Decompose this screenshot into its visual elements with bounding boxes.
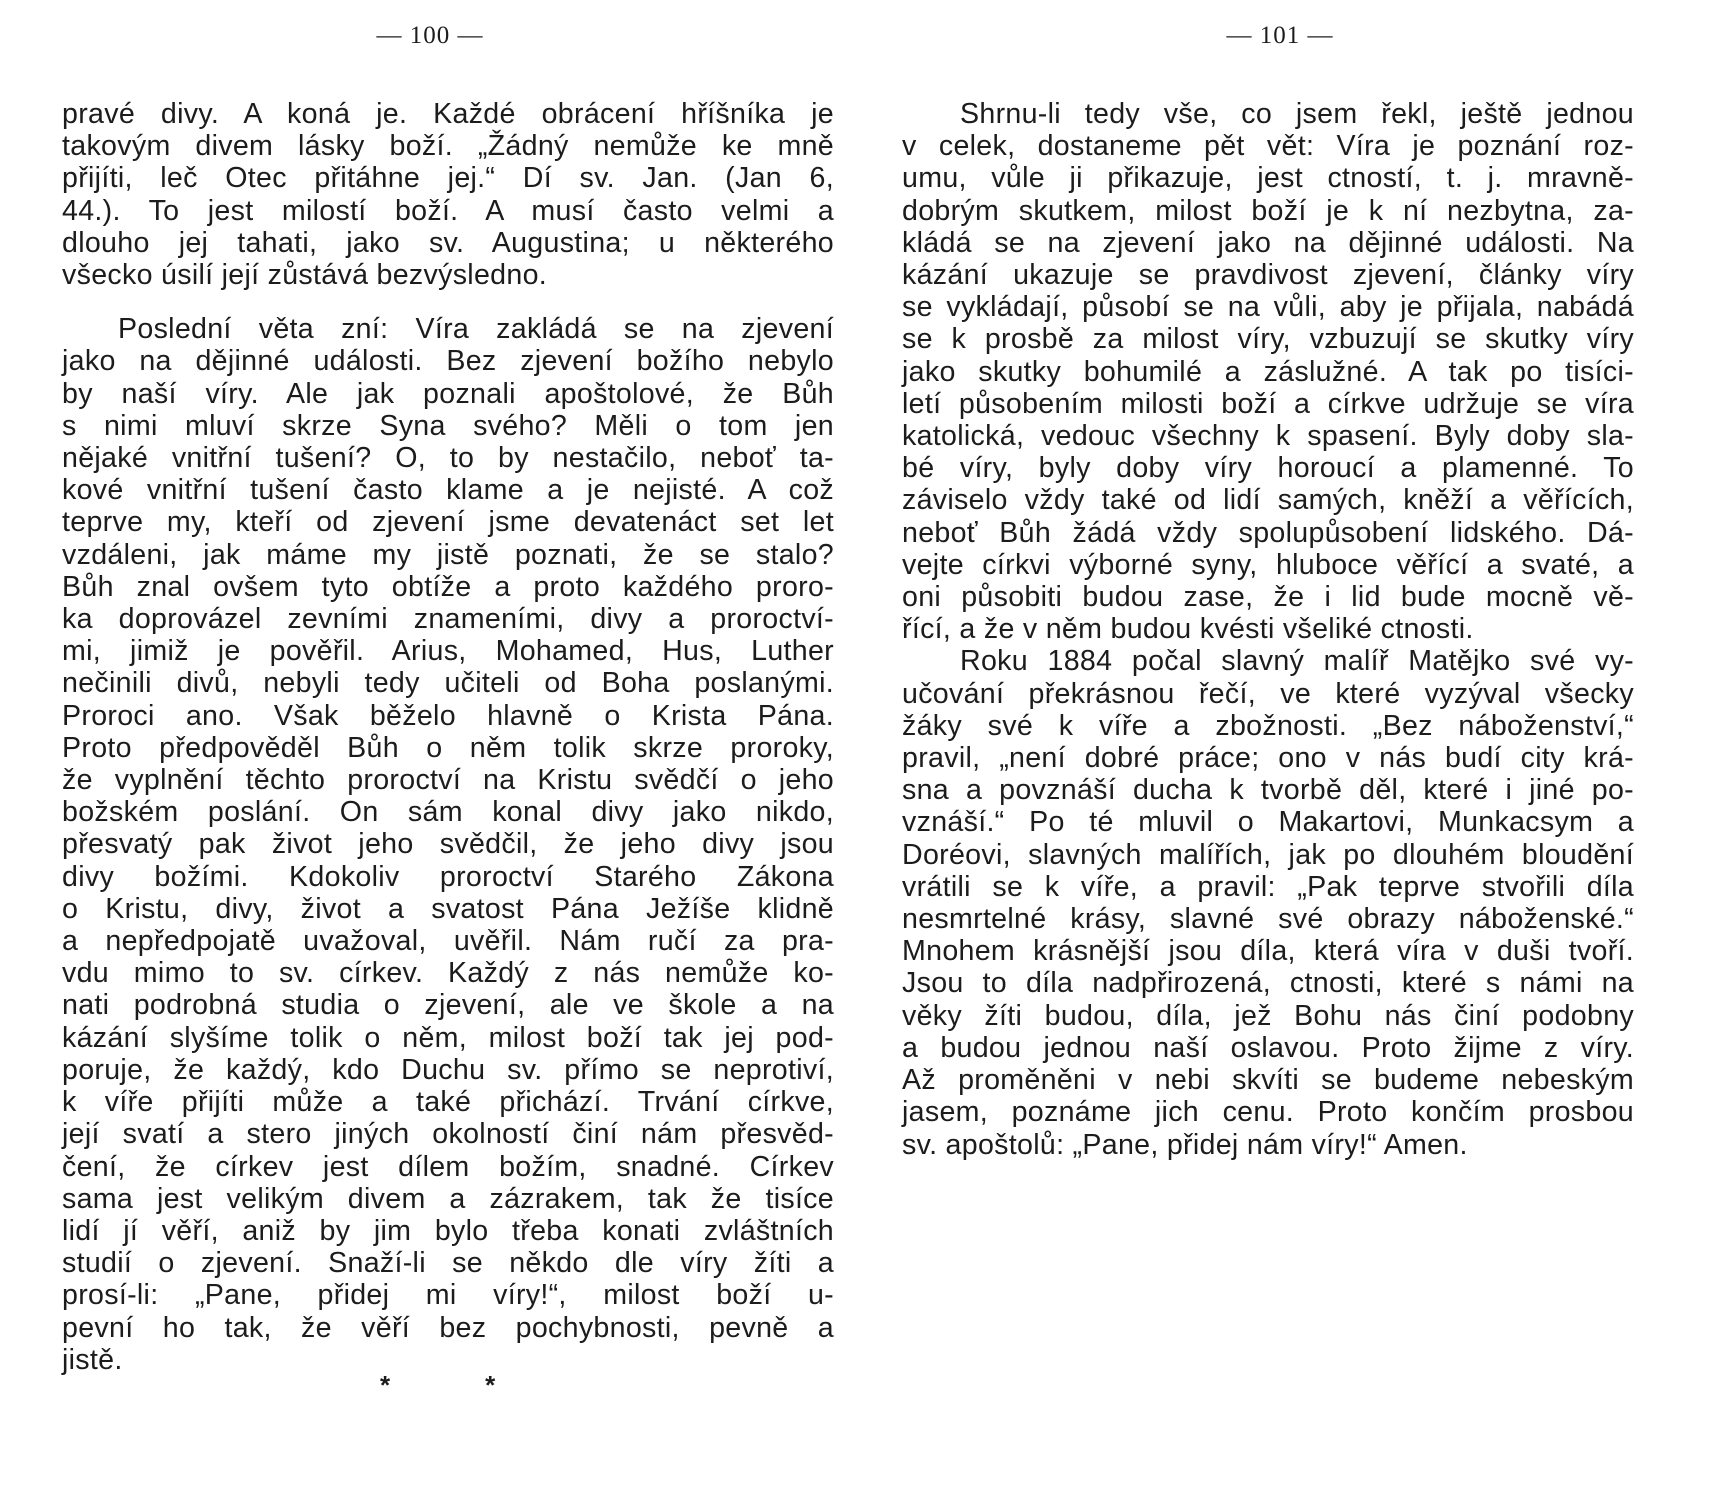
text-line: kládá se na zjevení jako na dějinné události. Na [902, 226, 1634, 259]
text-line: přijíti, leč Otec přitáhne jej.“ Dí sv. Jan. (Jan 6, [62, 162, 834, 195]
text-line: k víře přijíti může a také přichází. Trvání církve, [62, 1086, 834, 1119]
text-line: sna a povznáší ducha k tvorbě děl, které i jiné po- [902, 774, 1634, 807]
text-line: o Kristu, divy, život a svatost Pána Ježíše klidně [62, 892, 834, 925]
text-line: Proto předpověděl Bůh o něm tolik skrze proroky, [62, 731, 834, 764]
text-line: sama jest velikým divem a zázrakem, tak že tisíce [62, 1182, 834, 1215]
text-line: katolická, vedouc všechny k spasení. Byly doby sla- [902, 420, 1634, 453]
text-line: poruje, že každý, kdo Duchu sv. přímo se neprotiví, [62, 1053, 834, 1086]
page-number: — 100 — [376, 22, 484, 49]
text-line: se k prosbě za milost víry, vzbuzují se skutky víry [902, 323, 1634, 356]
text-line: všecko úsilí její zůstává bezvýsledno. [62, 259, 548, 292]
text-line: božském poslání. On sám konal divy jako nikdo, [62, 796, 834, 829]
text-line: vzdáleni, jak máme my jistě poznati, že se stalo? [62, 538, 834, 571]
asterisk: * [485, 1370, 496, 1400]
paragraph [62, 313, 834, 1376]
text-line: Až proměněni v nebi skvíti se budeme nebeským [902, 1064, 1634, 1097]
text-line: letí působením milosti boží a církve udržuje se víra [902, 387, 1634, 420]
text-line: umu, vůle ji přikazuje, jest ctností, t. j. mravně- [902, 162, 1634, 195]
text-line: Poslední věta zní: Víra zakládá se na zjevení [118, 313, 834, 346]
page-text [62, 98, 834, 1376]
paragraph [902, 645, 1634, 1160]
text-line: vdu mimo to sv. církev. Každý z nás nemůže ko- [62, 957, 834, 990]
text-line: nesmrtelné krásy, slavné své obrazy náboženské.“ [902, 903, 1634, 936]
right-page [860, 0, 1640, 1500]
text-line: jako na dějinné události. Bez zjevení božího nebylo [62, 345, 834, 378]
text-line: pravé divy. A koná je. Každé obrácení hříšníka je [62, 98, 834, 130]
text-line: pevní ho tak, že věří bez pochybnosti, pevně a [62, 1311, 834, 1344]
paragraph [62, 98, 834, 291]
text-line: vrátili se k víře, a pravil: „Pak teprve stvořili díla [902, 870, 1634, 903]
text-line: s nimi mluví skrze Syna svého? Měli o tom jen [62, 409, 834, 442]
text-line: nečinili divů, nebyli tedy učiteli od Boha poslanými. [62, 667, 834, 700]
text-line: že vyplnění těchto proroctví na Kristu svědčí o jeho [62, 764, 834, 797]
text-line: jistě. [62, 1343, 123, 1376]
text-line: neboť Bůh žádá vždy spolupůsobení lidského. Dá- [902, 516, 1634, 549]
text-line: nati podrobná studia o zjevení, ale ve škole a na [62, 989, 834, 1022]
text-line: kázání ukazuje se pravdivost zjevení, články víry [902, 259, 1634, 292]
text-line: sv. apoštolů: „Pane, přidej nám víry!“ Amen. [902, 1128, 1468, 1161]
text-line: teprve my, kteří od zjevení jsme devatenáct set let [62, 506, 834, 539]
text-line: jasem, poznáme jich cenu. Proto končím prosbou [902, 1096, 1634, 1129]
text-line: Shrnu-li tedy vše, co jsem řekl, ještě jednou [960, 98, 1634, 130]
text-line: dobrým skutkem, milost boží je k ní nezbytna, za- [902, 194, 1634, 227]
text-line: dlouho jej tahati, jako sv. Augustina; u některého [62, 226, 834, 259]
text-line: Jsou to díla nadpřirozená, ctnosti, které s námi na [902, 967, 1634, 1000]
text-line: oni působiti budou zase, že i lid bude mocně vě- [902, 581, 1634, 614]
text-line: divy božími. Kdokoliv proroctví Starého Zákona [62, 860, 834, 893]
text-line: kové vnitřní tušení často klame a je nejisté. A což [62, 474, 834, 507]
text-line: v celek, dostaneme pět vět: Víra je poznání roz- [902, 130, 1634, 163]
text-line: ka doprovázel zevními znameními, divy a proroctví- [62, 603, 834, 636]
text-line: a budou jednou naší oslavou. Proto žijme z víry. [902, 1031, 1634, 1064]
text-line: se vykládají, působí se na vůli, aby je přijala, nabádá [902, 291, 1634, 324]
text-line: by naší víry. Ale jak poznali apoštolové, že Bůh [62, 377, 834, 410]
asterisk: * [380, 1370, 391, 1400]
text-line: bé víry, byly doby víry horoucí a plamenné. To [902, 452, 1634, 485]
text-line: 44.). To jest milostí boží. A musí často velmi a [62, 194, 834, 227]
paragraph [902, 98, 1634, 645]
section-separator [380, 1370, 590, 1401]
text-line: žáky své k víře a zbožnosti. „Bez náboženství,“ [902, 709, 1634, 742]
text-line: učování překrásnou řečí, ve které vyzýval všecky [902, 677, 1634, 710]
text-line: studií o zjevení. Snaží-li se někdo dle víry žíti a [62, 1247, 834, 1280]
page-text [902, 98, 1634, 1161]
text-line: lidí jí věří, aniž by jim bylo třeba konati zvláštních [62, 1214, 834, 1247]
text-line: prosí-li: „Pane, přidej mi víry!“, milost boží u- [62, 1279, 834, 1312]
text-line: Bůh znal ovšem tyto obtíže a proto každého proro- [62, 570, 834, 603]
text-line: Doréovi, slavných malířích, jak po dlouhém bloudění [902, 838, 1634, 871]
text-line: Mnohem krásnější jsou díla, která víra v duši tvoří. [902, 935, 1634, 968]
text-line: kázání slyšíme tolik o něm, milost boží tak jej pod- [62, 1021, 834, 1054]
text-line: takovým divem lásky boží. „Žádný nemůže ke mně [62, 130, 834, 163]
text-line: Roku 1884 počal slavný malíř Matějko své vy- [960, 645, 1634, 678]
left-page [0, 0, 834, 1500]
text-line: vznáší.“ Po té mluvil o Makartovi, Munkacsym a [902, 806, 1634, 839]
text-line: čení, že církev jest dílem božím, snadné. Církev [62, 1150, 834, 1183]
text-line: jako skutky bohumilé a záslužné. A tak po tisíci- [902, 355, 1634, 388]
text-line: mi, jimiž je pověřil. Arius, Mohamed, Hus, Luther [62, 635, 834, 668]
text-line: vejte církvi výborné syny, hluboce věřící a svaté, a [902, 548, 1634, 581]
text-line: nějaké vnitřní tušení? O, to by nestačilo, neboť ta- [62, 442, 834, 475]
text-line: a nepředpojatě uvažoval, uvěřil. Nám ručí za pra- [62, 925, 834, 958]
text-line: pravil, „není dobré práce; ono v nás budí city krá- [902, 742, 1634, 775]
text-line: záviselo vždy také od lidí samých, kněží a věřících, [902, 484, 1634, 517]
text-line: Proroci ano. Však běželo hlavně o Krista Pána. [62, 699, 834, 732]
text-line: přesvatý pak život jeho svědčil, že jeho divy jsou [62, 828, 834, 861]
text-line: její svatí a stero jiných okolností činí nám přesvěd- [62, 1118, 834, 1151]
text-line: věky žíti budou, díla, jež Bohu nás činí podobny [902, 999, 1634, 1032]
page-number: — 101 — [1226, 22, 1334, 49]
text-line: řící, a že v něm budou kvésti všeliké ctnosti. [902, 613, 1474, 646]
paragraph-gap [62, 291, 834, 313]
